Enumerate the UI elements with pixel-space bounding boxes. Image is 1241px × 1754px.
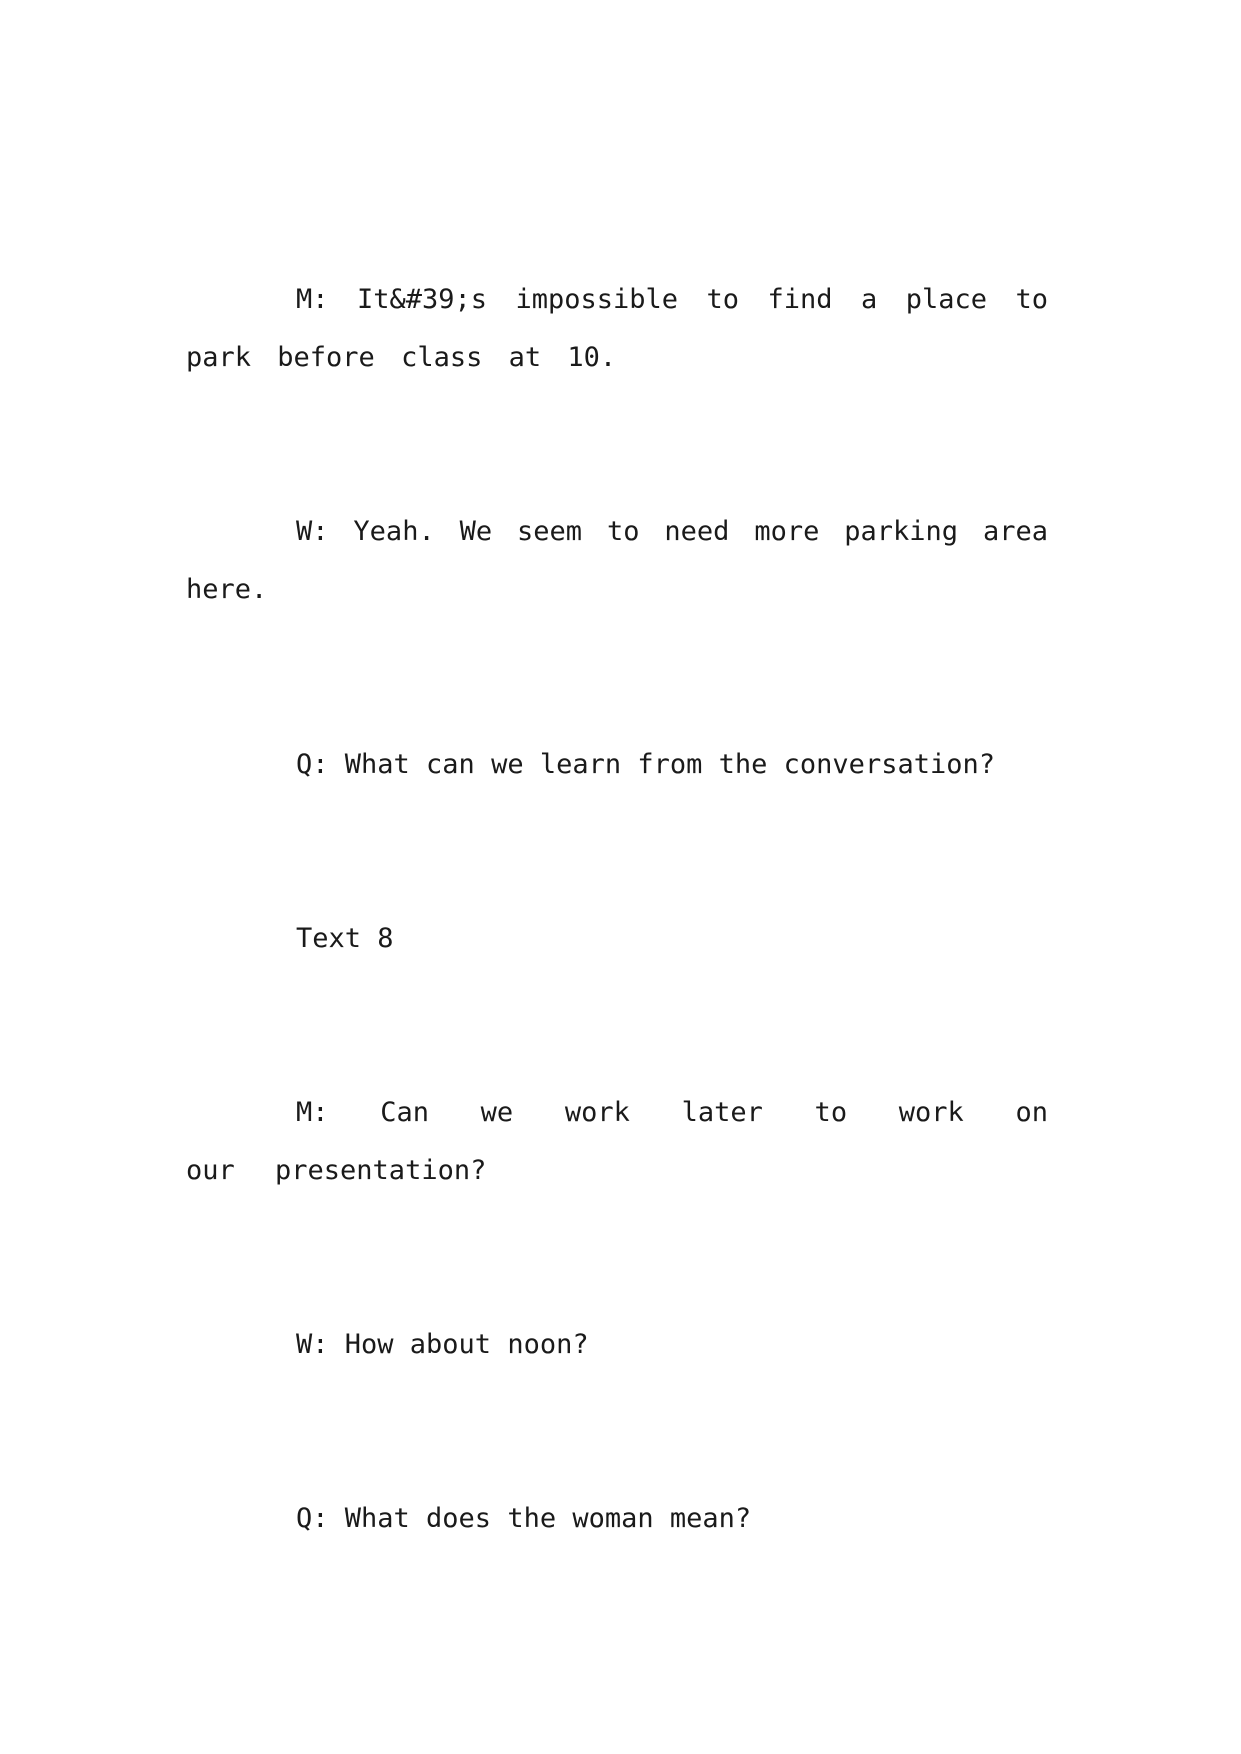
dialogue-line-woman: W: How about noon? — [296, 1329, 589, 1360]
dialogue-line-man: M: Can we work later to work on our presentation? — [186, 1097, 1048, 1186]
question-line: Q: What can we learn from the conversation? — [296, 749, 995, 780]
dialogue-line-woman: W: Yeah. We seem to need more parking area here. — [186, 516, 1048, 605]
dialogue-line-man: M: It&#39;s impossible to find a place to park before class at 10. — [186, 284, 1048, 373]
question-line: Q: What does the woman mean? — [296, 1503, 752, 1534]
section-heading: Text 8 — [296, 923, 394, 954]
